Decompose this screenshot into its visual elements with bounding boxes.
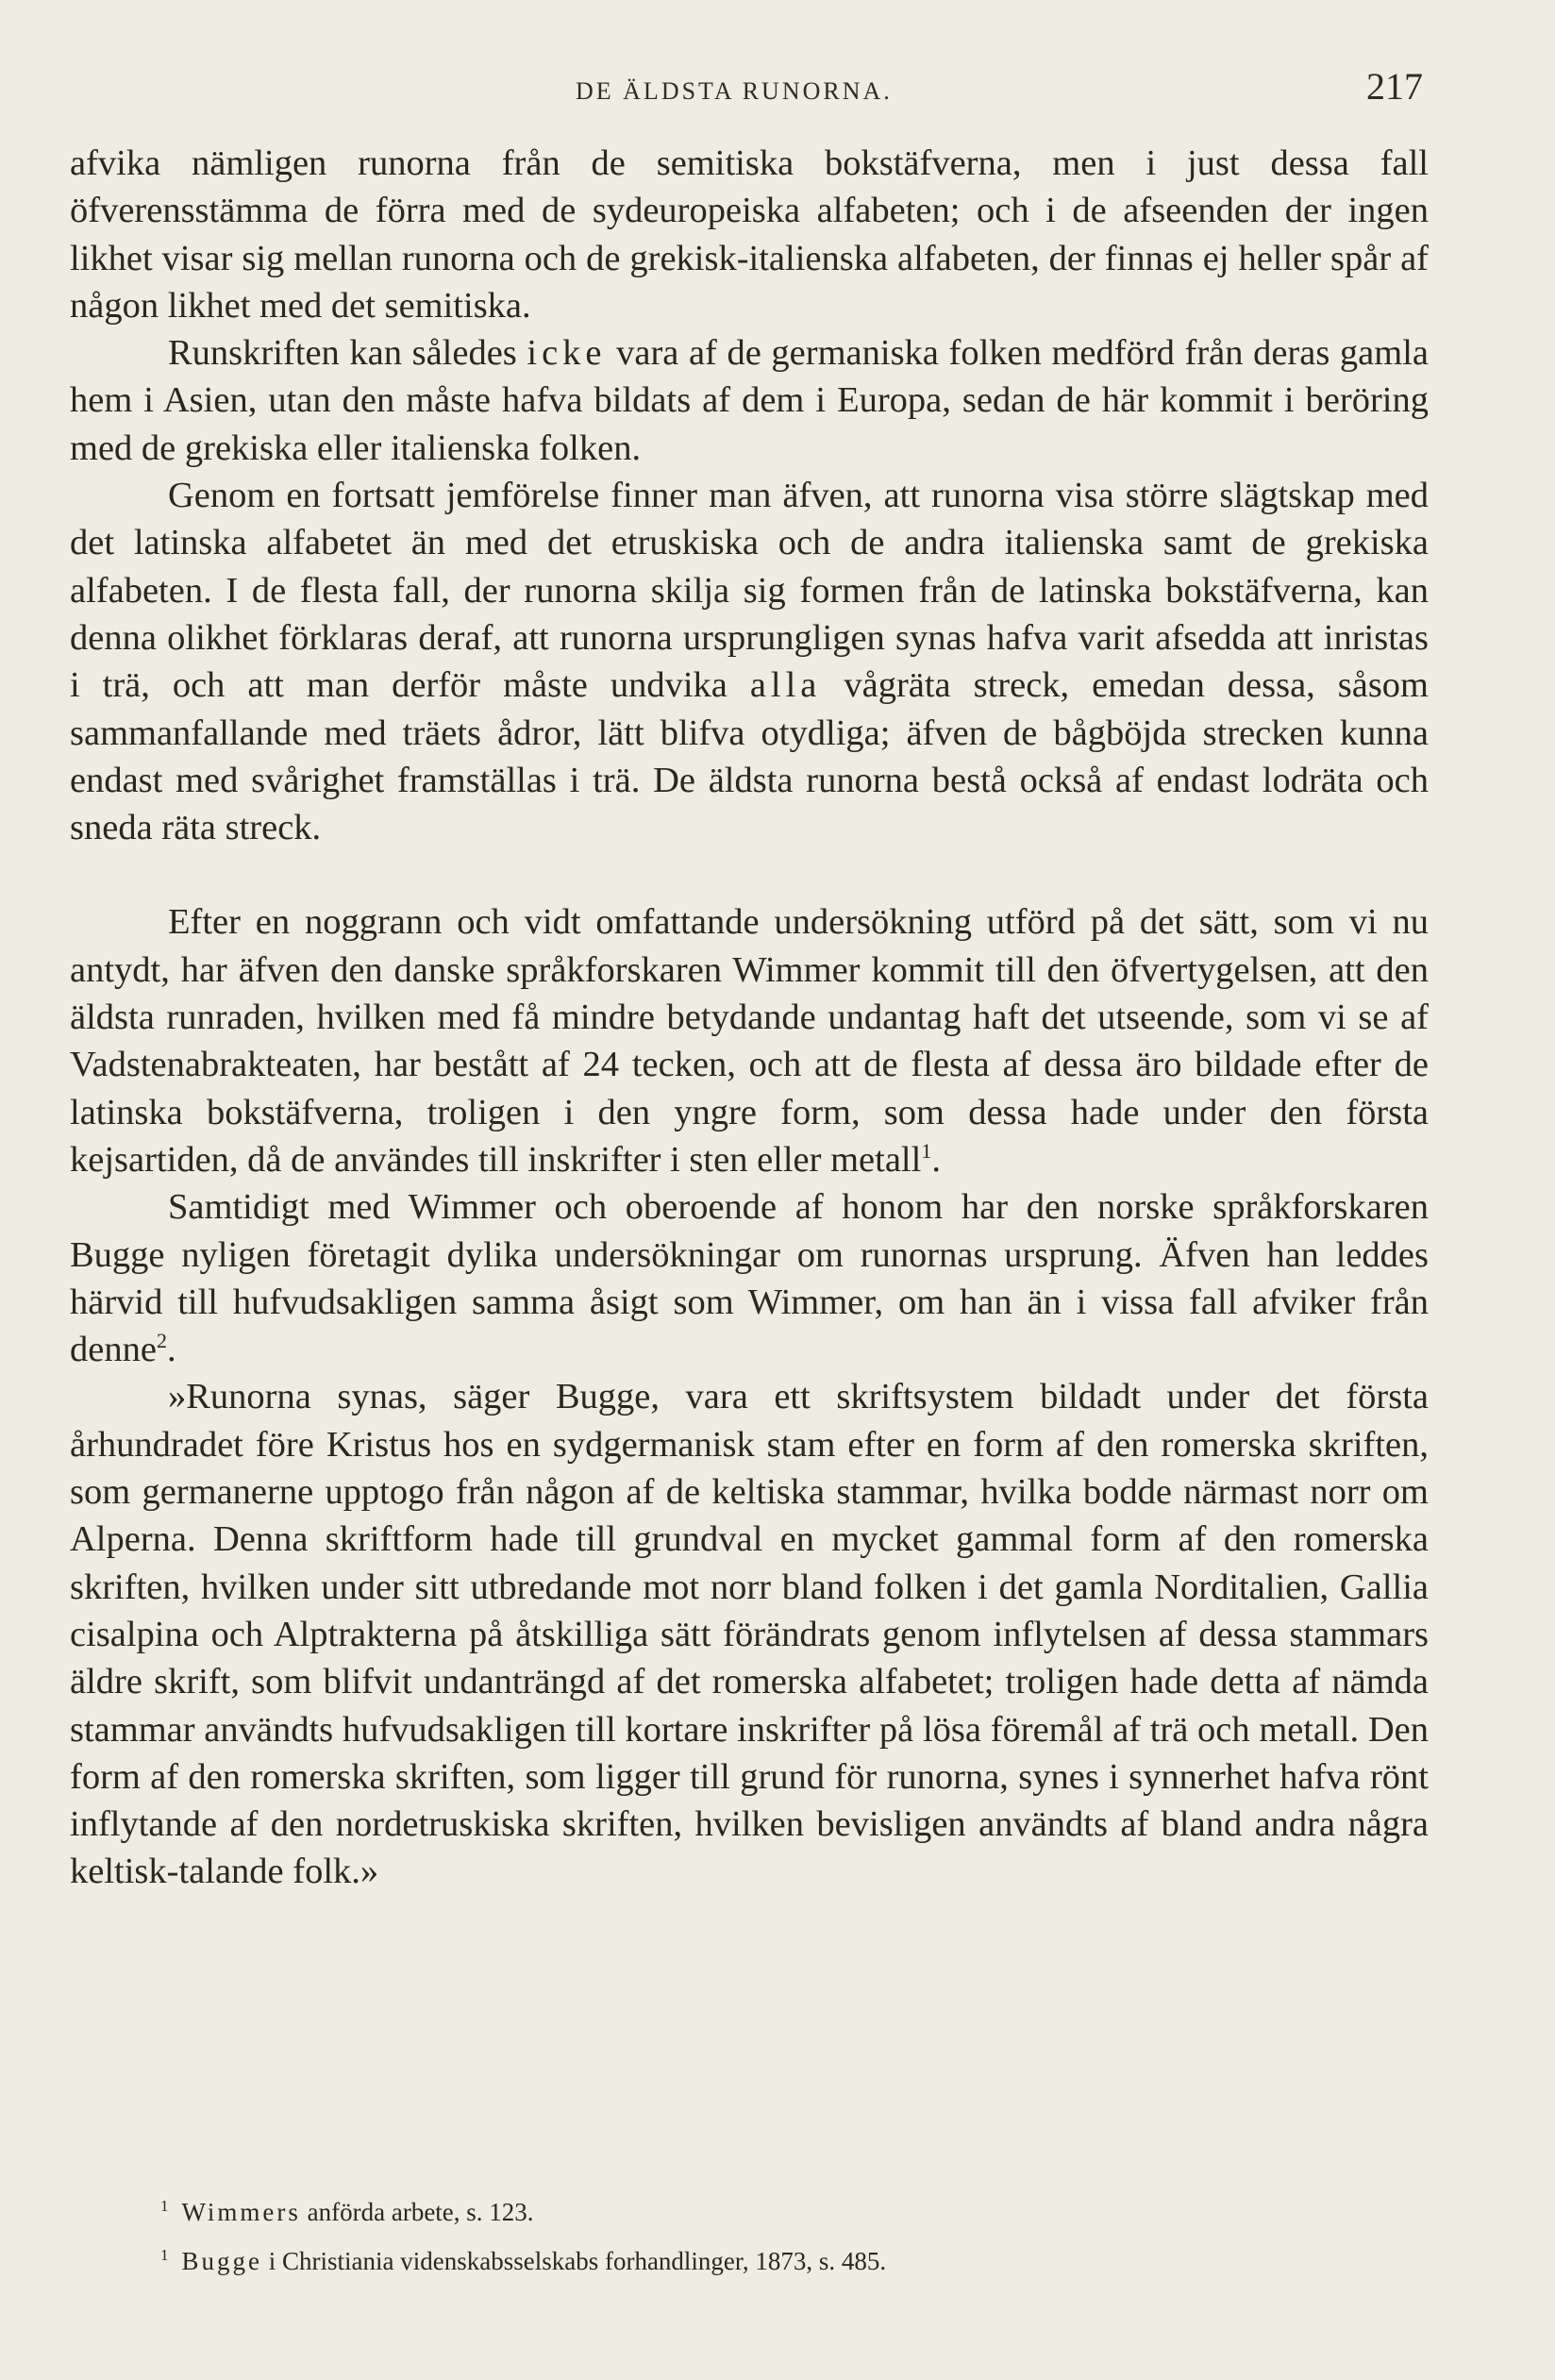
page-number: 217 [1366,65,1423,108]
emphasis-word: icke [527,333,607,374]
footnote-author: Wimmers [181,2198,301,2226]
footnote-mark: 1 [160,2197,169,2215]
paragraph-text: . [166,1330,176,1370]
footnotes [160,2187,1387,2286]
paragraph-text: Samtidigt med Wimmer och oberoende af honom har den norske språkforskaren Bugge nyligen företagit dylika undersökningar om runornas ursprung. Äfven han leddes härvid till hufvudsakligen samma åsigt som Wimmer, om han än i vissa fall afviker från denne [70,1187,1429,1370]
body-text [70,140,1429,1896]
paragraph-3 [70,472,1429,851]
running-head [0,64,1555,109]
paragraph-text: Genom en fortsatt jemförelse finner man äfven, att runorna visa större slägtskap med det latinska alfabetet än med det etruskiska och de andra italienska samt de grekiska alfabeten. I de flesta fall, der runorna skilja sig formen från de latinska bokstäfverna, kan denna olikhet förklaras deraf, att runorna ursprungligen synas hafva varit afsedda att inristas i trä, och att man derför måste undvika [70,476,1429,706]
paragraph-text: . [931,1139,941,1180]
emphasis-word: alla [749,665,822,706]
paragraph-4 [70,898,1429,1183]
running-title: DE ÄLDSTA RUNORNA. [576,77,893,105]
paragraph-text: vara af de germaniska folken medförd från deras gamla hem i Asien, utan den måste hafva bildats af dem i Europa, sedan de här kommit i beröring med de grekiska eller italienska folken. [70,333,1429,468]
footnote-text: anförda arbete, s. 123. [300,2198,534,2226]
paragraph-text: vågräta streck, emedan dessa, såsom sammanfallande med träets ådror, lätt blifva otydliga; äfven de bågböjda strecken kunna endast med svårighet framställas i trä. De äldsta runorna bestå också af endast lodräta och sneda räta streck. [70,665,1430,848]
paragraph-text: afvika nämligen runorna från de semitiska bokstäfverna, men i just dessa fall öfverensstämma de förra med de sydeuropeiska alfabeten; och i de afseenden der ingen likhet visar sig mellan runorna och de grekisk-italienska alfabeten, der finnas ej heller spår af någon likhet med det semitiska. [70,143,1429,326]
paragraph-6 [70,1373,1429,1895]
footnote-reference: 1 [921,1139,932,1164]
footnote [160,2187,1387,2237]
paragraph-2 [70,329,1429,472]
footnote-text: i Christiania videnskabsselskabs forhandlinger, 1873, s. 485. [262,2247,887,2275]
footnote-reference: 2 [156,1329,167,1353]
paragraph-text: Efter en noggrann och vidt omfattande undersökning utförd på det sätt, som vi nu antydt, har äfven den danske språkforskaren Wimmer kommit till den öfvertygelsen, att den äldsta runraden, hvilken med få mindre betydande undantag haft det utseende, som vi se af Vadstenabrakteaten, har bestått af 24 tecken, och att de flesta af dessa äro bildade efter de latinska bokstäfverna, troligen i den yngre form, som dessa hade under den första kejsartiden, då de användes till inskrifter i sten eller metall [70,902,1429,1180]
paragraph-1 [70,140,1429,329]
footnote-mark: 1 [160,2246,169,2264]
footnote [160,2237,1387,2286]
paragraph-5 [70,1183,1429,1373]
paragraph-text: Runskriften kan således [168,333,527,374]
paragraph-text: »Runorna synas, säger Bugge, vara ett skriftsystem bildadt under det första århundradet före Kristus hos en sydgermanisk stam efter en form af den romerska skriften, som germanerne upptogo från någon af de keltiska stammar, hvilka bodde närmast norr om Alperna. Denna skriftform hade till grundval en mycket gammal form af den romerska skriften, hvilken under sitt utbredande mot norr bland folken i det gamla Norditalien, Gallia cisalpina och Alptrakterna på åtskilliga sätt förändrats genom inflytelsen af dessa stammars äldre skrift, som blifvit undanträngd af det romerska alfabetet; troligen hade detta af nämda stammar användts hufvudsakligen till kortare inskrifter på lösa föremål af trä och metall. Den form af den romerska skriften, som ligger till grund för runorna, synes i synnerhet hafva rönt inflytande af den nordetruskiska skriften, hvilken bevisligen användts af bland andra några keltisk-talande folk.» [70,1377,1429,1892]
footnote-author: Bugge [181,2247,262,2275]
